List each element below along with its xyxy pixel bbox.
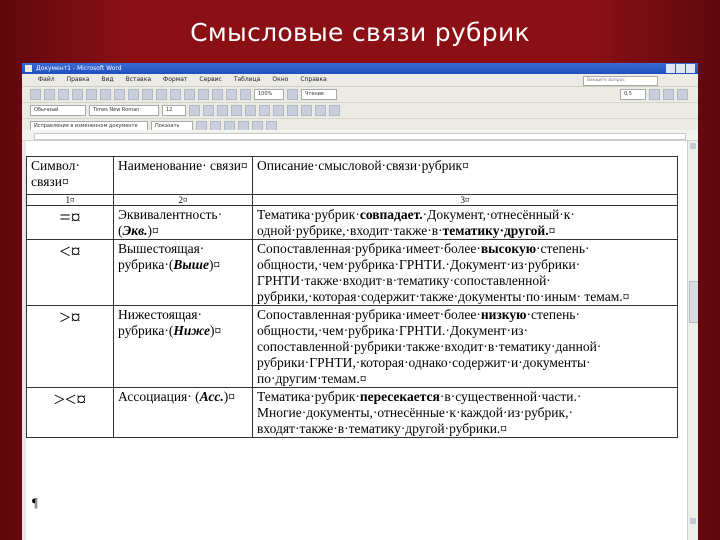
menu-insert[interactable]: Вставка — [125, 76, 152, 83]
maximize-icon[interactable] — [676, 64, 685, 73]
indent-icon[interactable] — [329, 105, 340, 116]
header-name[interactable]: Наименование· связи¤ — [114, 157, 253, 195]
menu-file[interactable]: Файл — [38, 76, 55, 83]
zoom-select[interactable]: 100% — [254, 89, 284, 100]
relation-symbol[interactable]: >¤ — [27, 306, 114, 388]
standard-toolbar — [22, 87, 698, 103]
vertical-scrollbar[interactable] — [687, 141, 698, 540]
redo-icon[interactable] — [170, 89, 181, 100]
print-icon[interactable] — [72, 89, 83, 100]
window-titlebar — [22, 63, 698, 74]
drawing-icon[interactable] — [226, 89, 237, 100]
column-number[interactable]: 1¤ — [27, 195, 114, 206]
table-icon[interactable] — [198, 89, 209, 100]
menu-window[interactable]: Окно — [272, 76, 289, 83]
relation-name[interactable]: Нижестоящая· рубрика·(Ниже)¤ — [114, 306, 253, 388]
column-number[interactable]: 2¤ — [114, 195, 253, 206]
minimize-icon[interactable] — [666, 64, 675, 73]
spelling-icon[interactable] — [100, 89, 111, 100]
menu-format[interactable]: Формат — [163, 76, 188, 83]
close-icon[interactable] — [686, 64, 695, 73]
table-header-row — [27, 157, 678, 195]
slide-title: Смысловые связи рубрик — [190, 18, 530, 47]
menu-bar — [22, 74, 698, 87]
border-icon[interactable] — [649, 89, 660, 100]
column-number[interactable]: 3¤ — [253, 195, 678, 206]
hyperlink-icon[interactable] — [184, 89, 195, 100]
copy-icon[interactable] — [128, 89, 139, 100]
relation-description[interactable]: Сопоставленная·рубрика·имеет·более·низкую·степень· общности,·чем·рубрика·ГРНТИ.·Документ·из· сопоставленной·рубрики·также·входит·в·тематику·данной· рубрики·ГРНТИ,·которая·однако·содержит·и·документы· по·другим·темам.¤ — [253, 306, 678, 388]
align-left-icon[interactable] — [231, 105, 242, 116]
relation-description[interactable]: Тематика·рубрик·совпадает.·Документ,·отнесённый·к· одной·рубрике,·входит·также·в·тематику·другой.¤ — [253, 206, 678, 240]
bold-icon[interactable] — [189, 105, 200, 116]
relation-name[interactable]: Эквивалентность· (Экв.)¤ — [114, 206, 253, 240]
italic-icon[interactable] — [203, 105, 214, 116]
cut-icon[interactable] — [114, 89, 125, 100]
font-select[interactable]: Times New Roman — [89, 105, 159, 116]
open-icon[interactable] — [44, 89, 55, 100]
menu-table[interactable]: Таблица — [233, 76, 261, 83]
scroll-up-icon[interactable] — [690, 143, 696, 149]
paragraph-mark: ¶ — [32, 495, 38, 510]
reading-mode-button[interactable]: Чтение — [301, 89, 337, 100]
bullets-icon[interactable] — [301, 105, 312, 116]
save-icon[interactable] — [58, 89, 69, 100]
menu-tools[interactable]: Сервис — [199, 76, 222, 83]
word-window — [22, 63, 698, 540]
align-right-icon[interactable] — [259, 105, 270, 116]
menu-help[interactable]: Справка — [300, 76, 327, 83]
help-icon[interactable] — [287, 89, 298, 100]
rubrics-table — [26, 156, 678, 438]
relation-symbol[interactable]: <¤ — [27, 240, 114, 306]
font-size-select[interactable]: 12 — [162, 105, 186, 116]
numbering-icon[interactable] — [287, 105, 298, 116]
align-center-icon[interactable] — [245, 105, 256, 116]
horizontal-ruler[interactable] — [22, 130, 698, 141]
scroll-down-icon[interactable] — [690, 518, 696, 524]
relation-description[interactable]: Сопоставленная·рубрика·имеет·более·высокую·степень· общности,·чем·рубрика·ГРНТИ.·Документ·из·рубрики· ГРНТИ·также·входит·в·тематику·сопоставленной· рубрики,·которая·содержит·также·документы·по·иным· темам.¤ — [253, 240, 678, 306]
relation-description[interactable]: Тематика·рубрик·пересекается·в·существенной·части.· Многие·документы,·отнесённые·к·каждой·из·рубрик,· входят·также·в·тематику·другой·рубрики.¤ — [253, 388, 678, 438]
undo-icon[interactable] — [156, 89, 167, 100]
table-row — [27, 306, 678, 388]
menu-view[interactable]: Вид — [101, 76, 114, 83]
review-display-select[interactable]: Исправления в измененном документе — [30, 121, 148, 132]
columns-icon[interactable] — [212, 89, 223, 100]
menu-edit[interactable]: Правка — [66, 76, 90, 83]
show-marks-icon[interactable] — [240, 89, 251, 100]
table-row — [27, 388, 678, 438]
new-doc-icon[interactable] — [30, 89, 41, 100]
line-spacing-select[interactable]: 0,5 — [620, 89, 646, 100]
relation-symbol[interactable]: =¤ — [27, 206, 114, 240]
underline-icon[interactable] — [217, 105, 228, 116]
header-symbol[interactable]: Символ· связи¤ — [27, 157, 114, 195]
highlight-icon[interactable] — [663, 89, 674, 100]
help-search-input[interactable]: Введите вопрос — [583, 76, 658, 86]
relation-name[interactable]: Ассоциация· (Асс.)¤ — [114, 388, 253, 438]
paste-icon[interactable] — [142, 89, 153, 100]
outdent-icon[interactable] — [315, 105, 326, 116]
header-description[interactable]: Описание·смысловой·связи·рубрик¤ — [253, 157, 678, 195]
font-color-icon[interactable] — [677, 89, 688, 100]
column-number-row — [27, 195, 678, 206]
word-app-icon — [25, 65, 32, 72]
justify-icon[interactable] — [273, 105, 284, 116]
style-select[interactable]: Обычный — [30, 105, 86, 116]
relation-symbol[interactable]: ><¤ — [27, 388, 114, 438]
window-title: Документ1 - Microsoft Word — [36, 65, 122, 72]
window-controls — [666, 64, 695, 73]
table-row — [27, 240, 678, 306]
table-row — [27, 206, 678, 240]
scroll-thumb[interactable] — [689, 281, 698, 323]
preview-icon[interactable] — [86, 89, 97, 100]
relation-name[interactable]: Вышестоящая· рубрика·(Выше)¤ — [114, 240, 253, 306]
show-markup-button[interactable]: Показать — [151, 121, 193, 132]
formatting-toolbar — [22, 103, 698, 119]
